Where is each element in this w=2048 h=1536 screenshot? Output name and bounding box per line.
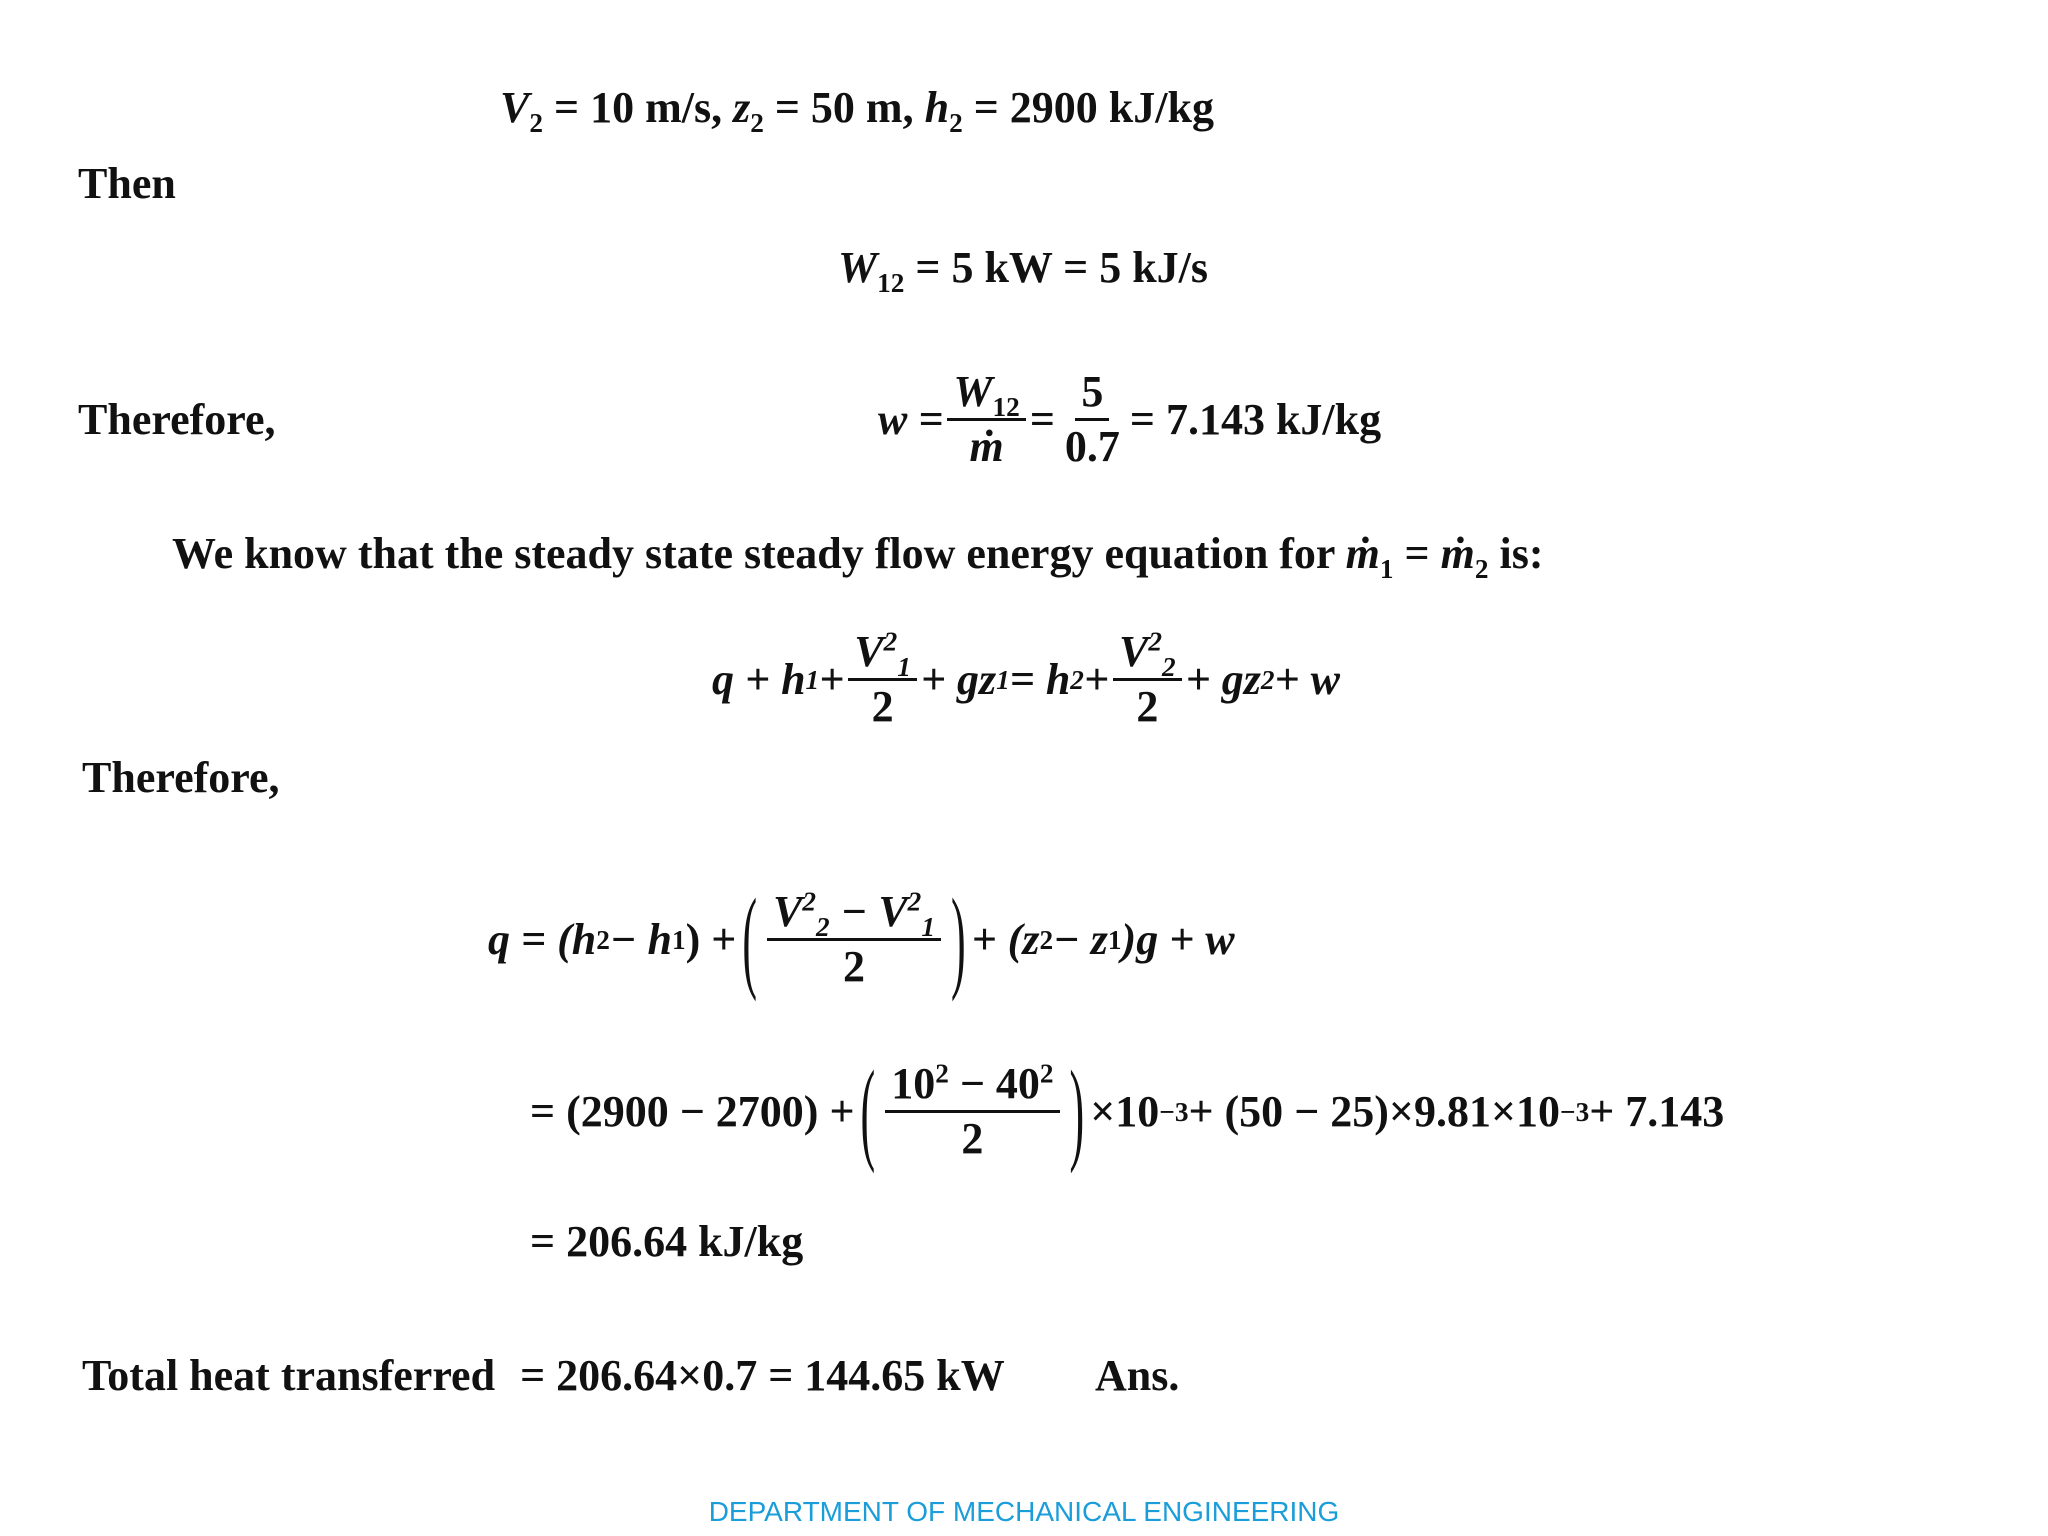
- denominator: 2: [842, 942, 865, 992]
- fraction-velocity-diff: [767, 888, 941, 992]
- footer-department: DEPARTMENT OF MECHANICAL ENGINEERING: [708, 1496, 1340, 1527]
- equals: =: [1393, 529, 1441, 578]
- value: = 5 kW = 5 kJ/s: [904, 243, 1209, 292]
- sfee-equation: q + h 1 + $\frac{V^2_1}{2}$ + gz 1 = h 2 + $\frac{V^2_2}{2}$ + gz 2 + w: [712, 626, 1340, 732]
- sub: 1: [897, 651, 911, 682]
- term: q = (h: [488, 915, 597, 965]
- sfee-intro-text: [172, 528, 1544, 584]
- then-label: Then: [78, 159, 176, 208]
- result: = 7.143 kJ/kg: [1129, 395, 1382, 445]
- sub: 2: [816, 911, 830, 942]
- denominator: ṁ: [969, 422, 1004, 472]
- numerator: W: [953, 367, 993, 416]
- value: = 50 m,: [763, 83, 925, 132]
- total-heat-line: [82, 1350, 1179, 1401]
- q-result: = 206.64 kJ/kg: [530, 1217, 804, 1266]
- numerator: V: [854, 627, 884, 676]
- sup: 2: [907, 886, 922, 917]
- symbol-m1: ṁ: [1345, 529, 1380, 578]
- equals: =: [1029, 395, 1055, 445]
- numerator: 5: [1075, 368, 1109, 421]
- term: + 7.143: [1589, 1087, 1725, 1137]
- sub: 2: [1162, 651, 1176, 682]
- term: + (z: [971, 915, 1040, 965]
- sub: 2: [529, 107, 543, 138]
- term: ) +: [685, 915, 737, 965]
- term: + w: [1274, 655, 1340, 705]
- sub: 2: [1474, 553, 1489, 584]
- symbol-v: V: [500, 83, 530, 132]
- numerator: V: [773, 887, 803, 936]
- therefore-label-2: Therefore,: [82, 753, 280, 802]
- term: = (2900 − 2700) +: [530, 1087, 855, 1137]
- numerator: − V: [829, 887, 908, 936]
- left-paren: (: [860, 1048, 876, 1176]
- denominator: 2: [961, 1114, 984, 1164]
- sup: 2: [883, 626, 898, 657]
- sub: 1: [921, 911, 935, 942]
- fraction-w12-over-mdot: [947, 368, 1025, 472]
- sub: 2: [750, 107, 764, 138]
- denominator: 0.7: [1064, 422, 1120, 472]
- term: = h: [1009, 655, 1071, 705]
- sup: 2: [802, 886, 817, 917]
- suffix: is:: [1488, 529, 1544, 578]
- left-paren: (: [742, 876, 758, 1004]
- therefore-label-1: Therefore,: [78, 395, 276, 444]
- intro: We know that the steady state steady flow energy equation for: [172, 529, 1346, 578]
- sup: 2: [1148, 626, 1163, 657]
- value: = 10 m/s,: [543, 83, 734, 132]
- sub: 12: [877, 267, 905, 298]
- symbol-h: h: [924, 83, 950, 132]
- right-paren: ): [1069, 1048, 1085, 1176]
- term: + (50 − 25)×9.81×10: [1188, 1087, 1561, 1137]
- sup: 2: [935, 1058, 949, 1089]
- fraction-v1-sq-over-2: [848, 628, 917, 732]
- work-equation: [838, 242, 1209, 298]
- fraction-v2-sq-over-2: [1113, 628, 1182, 732]
- symbol-z: z: [733, 83, 751, 132]
- fraction-5-over-0-7: [1059, 368, 1126, 472]
- lhs: w =: [878, 395, 944, 445]
- sub: 2: [949, 107, 963, 138]
- q-general-equation: q = (h 2 − h 1 ) + ( $\frac{V^2_2 - V^2_1}{2}$ ) + (z 2 − z 1 )g + w: [488, 888, 1235, 992]
- symbol-w: W: [838, 243, 878, 292]
- term: ×10: [1090, 1087, 1160, 1137]
- numerator: 10: [891, 1059, 936, 1108]
- term: − z: [1053, 915, 1108, 965]
- denominator: 2: [871, 682, 894, 732]
- given-values-line: [500, 82, 1214, 138]
- numerator: − 40: [948, 1059, 1040, 1108]
- answer-label: Ans.: [1094, 1351, 1180, 1400]
- term: q + h: [712, 655, 806, 705]
- plus: +: [819, 655, 845, 705]
- term: + gz: [920, 655, 997, 705]
- numerator: V: [1119, 627, 1149, 676]
- q-numeric-equation: = (2900 − 2700) + ( $\frac{10^2 - 40^2}{2}$ ) ×10 −3 + (50 − 25)×9.81×10 −3 + 7.143: [530, 1060, 1724, 1164]
- symbol-m2: ṁ: [1440, 529, 1475, 578]
- fraction-numeric: [885, 1060, 1059, 1164]
- term: )g + w: [1121, 915, 1235, 965]
- sub: 12: [992, 391, 1020, 422]
- sub: 1: [1379, 553, 1394, 584]
- sup: 2: [1039, 1058, 1054, 1089]
- term: + gz: [1185, 655, 1261, 705]
- plus: +: [1083, 655, 1110, 705]
- total-value: = 206.64×0.7 = 144.65 kW: [520, 1351, 1004, 1400]
- denominator: 2: [1136, 682, 1159, 732]
- value: = 2900 kJ/kg: [962, 83, 1214, 132]
- total-label: Total heat transferred: [82, 1351, 496, 1400]
- specific-work-equation: [878, 368, 1381, 472]
- term: − h: [609, 915, 672, 965]
- right-paren: ): [950, 876, 966, 1004]
